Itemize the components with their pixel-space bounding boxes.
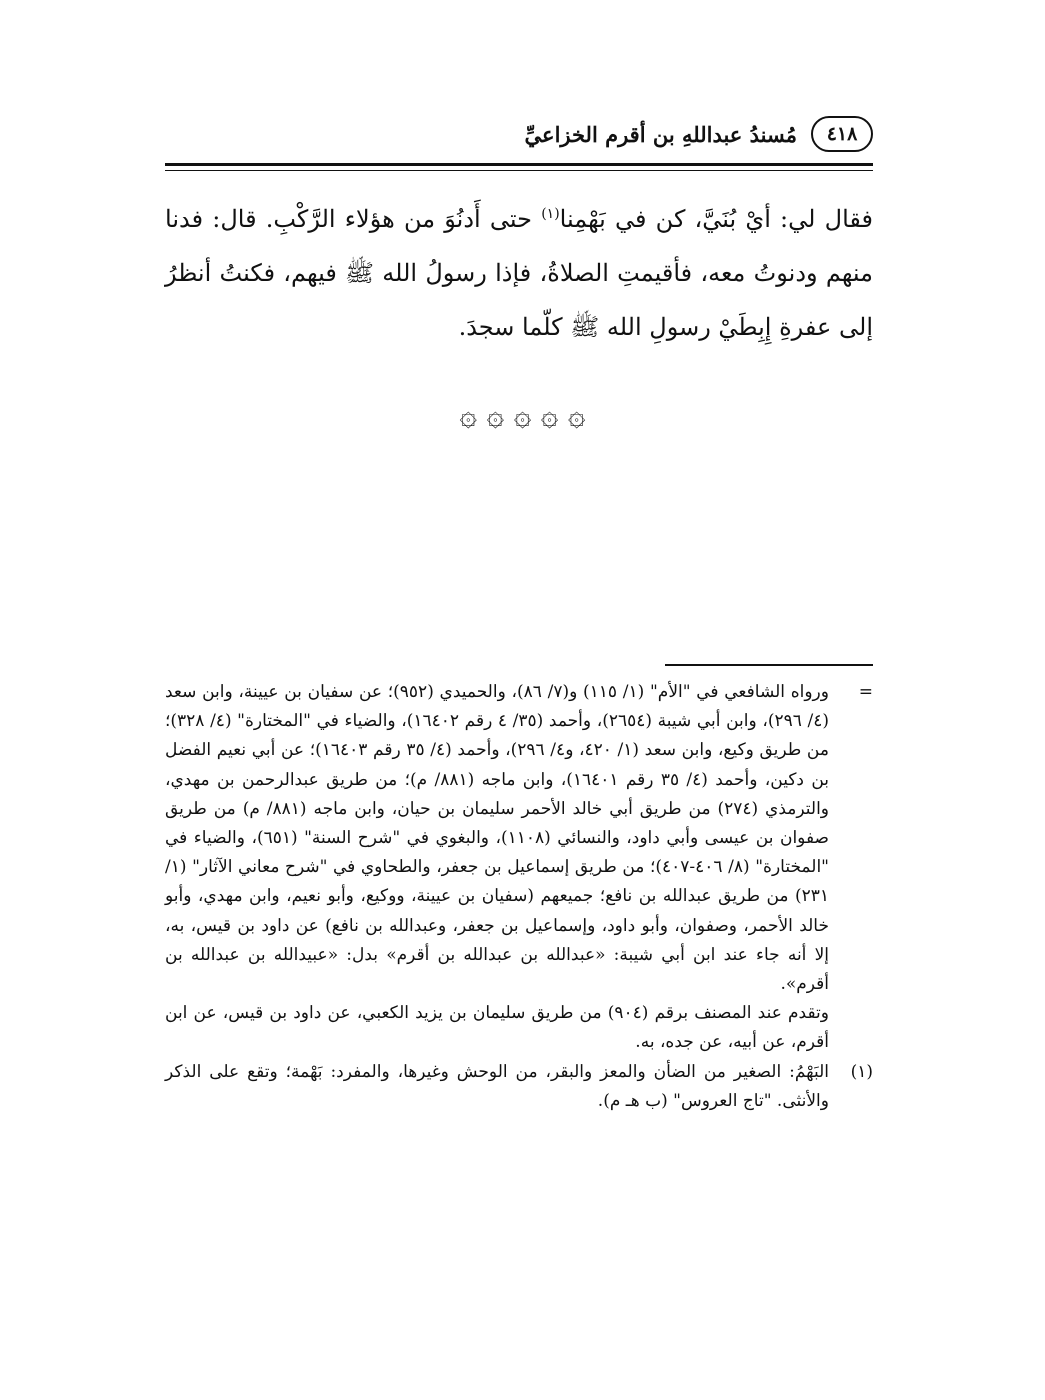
footnote-continued-paragraph-1: ورواه الشافعي في "الأم" (١/ ١١٥) و(٧/ ٨٦)، والحميدي (٩٥٢)؛ عن سفيان بن عيينة، وابن سعد (٤/ ٢٩٦)، وابن أبي شيبة (٢٦٥٤)، وأحمد (٣٥/ ٤ رقم ١٦٤٠٢)، والضياء في "المختارة" (٤/ ٣٢٨)؛ من طريق وكيع، وابن سعد (١/ ٤٢٠، و٤/ ٢٩٦)، وأحمد (٤/ ٣٥ رقم ١٦٤٠٣)؛ عن أبي نعيم الفضل بن دكين، وأحمد (٤/ ٣٥ رقم ١٦٤٠١)، وابن ماجه (٨٨١/ م)؛ من طريق عبدالرحمن بن مهدي، والترمذي (٢٧٤) من طريق أبي خالد الأحمر سليمان بن حيان، وابن ماجه (٨٨١/ م) من طريق صفوان بن عيسى وأبي داود، والنسائي (١١٠٨)، والبغوي في "شرح السنة" (٦٥١)، والضياء في "المختارة" (٨/ ٤٠٦-٤٠٧)؛ من طريق إسماعيل بن جعفر، والطحاوي في "شرح معاني الآثار" (١/ ٢٣١) من طريق عبدالله بن نافع؛ جميعهم (سفيان بن عيينة، ووكيع، وأبو نعيم، وابن مهدي، وأبو خالد الأحمر، وصفوان، وأبو داود، وإسماعيل بن جعفر، وعبدالله بن نافع) عن داود بن قيس، به، إلا أنه جاء عند ابن أبي شيبة: «عبدالله بن عبدالله بن أقرم» بدل: «عبيدالله بن عبدالله بن أقرم». (165, 682, 830, 995)
footnote-continued (165, 678, 873, 1058)
continuation-marker: = (858, 682, 873, 702)
header-rule-thin (165, 170, 873, 171)
section-ornament: ۞ ۞ ۞ ۞ ۞ (459, 398, 586, 433)
main-text (165, 192, 873, 354)
header-rule-thick (165, 163, 873, 166)
paragraph-text-start: فقال لي: أيْ بُنَيَّ، كن في بَهْمِنا (559, 205, 873, 233)
footnote-separator (665, 664, 873, 666)
footnote-1-marker: (١) (850, 1061, 873, 1082)
main-paragraph (165, 192, 873, 354)
paragraph-text-end: حتى أَدنُوَ من هؤلاء الرَّكْبِ. قال: فدنا منهم ودنوتُ معه، فأقيمتِ الصلاةُ، فإذا رسولُ الله ﷺ فيهم، فكنتُ أنظرُ إلى عفرةِ إِبِطَيْ رسولِ الله ﷺ كلّما سجدَ. (165, 205, 873, 341)
running-title: مُسندُ عبداللهِ بن أقرم الخزاعيِّ (524, 121, 797, 147)
footnotes (165, 678, 873, 1116)
page-header (165, 112, 873, 156)
footnote-1-body (165, 1058, 829, 1116)
page-number-badge: ٤١٨ (811, 116, 873, 152)
footnote-continued-body (165, 678, 829, 1058)
footnote-continued-paragraph-2: وتقدم عند المصنف برقم (٩٠٤) من طريق سليمان بن يزيد الكعبي، عن داود بن قيس، عن ابن أقرم، عن أبيه، عن جده، به. (165, 1003, 829, 1053)
footnote-reference: (١) (541, 206, 560, 222)
footnote-1 (165, 1058, 873, 1116)
footnote-1-text: البَهْمُ: الصغير من الضأن والمعز والبقر، من الوحش وغيرها، والمفرد: بَهْمة؛ وتقع على الذكر والأنثى. "تاج العروس" (ب هـ م). (165, 1061, 829, 1111)
